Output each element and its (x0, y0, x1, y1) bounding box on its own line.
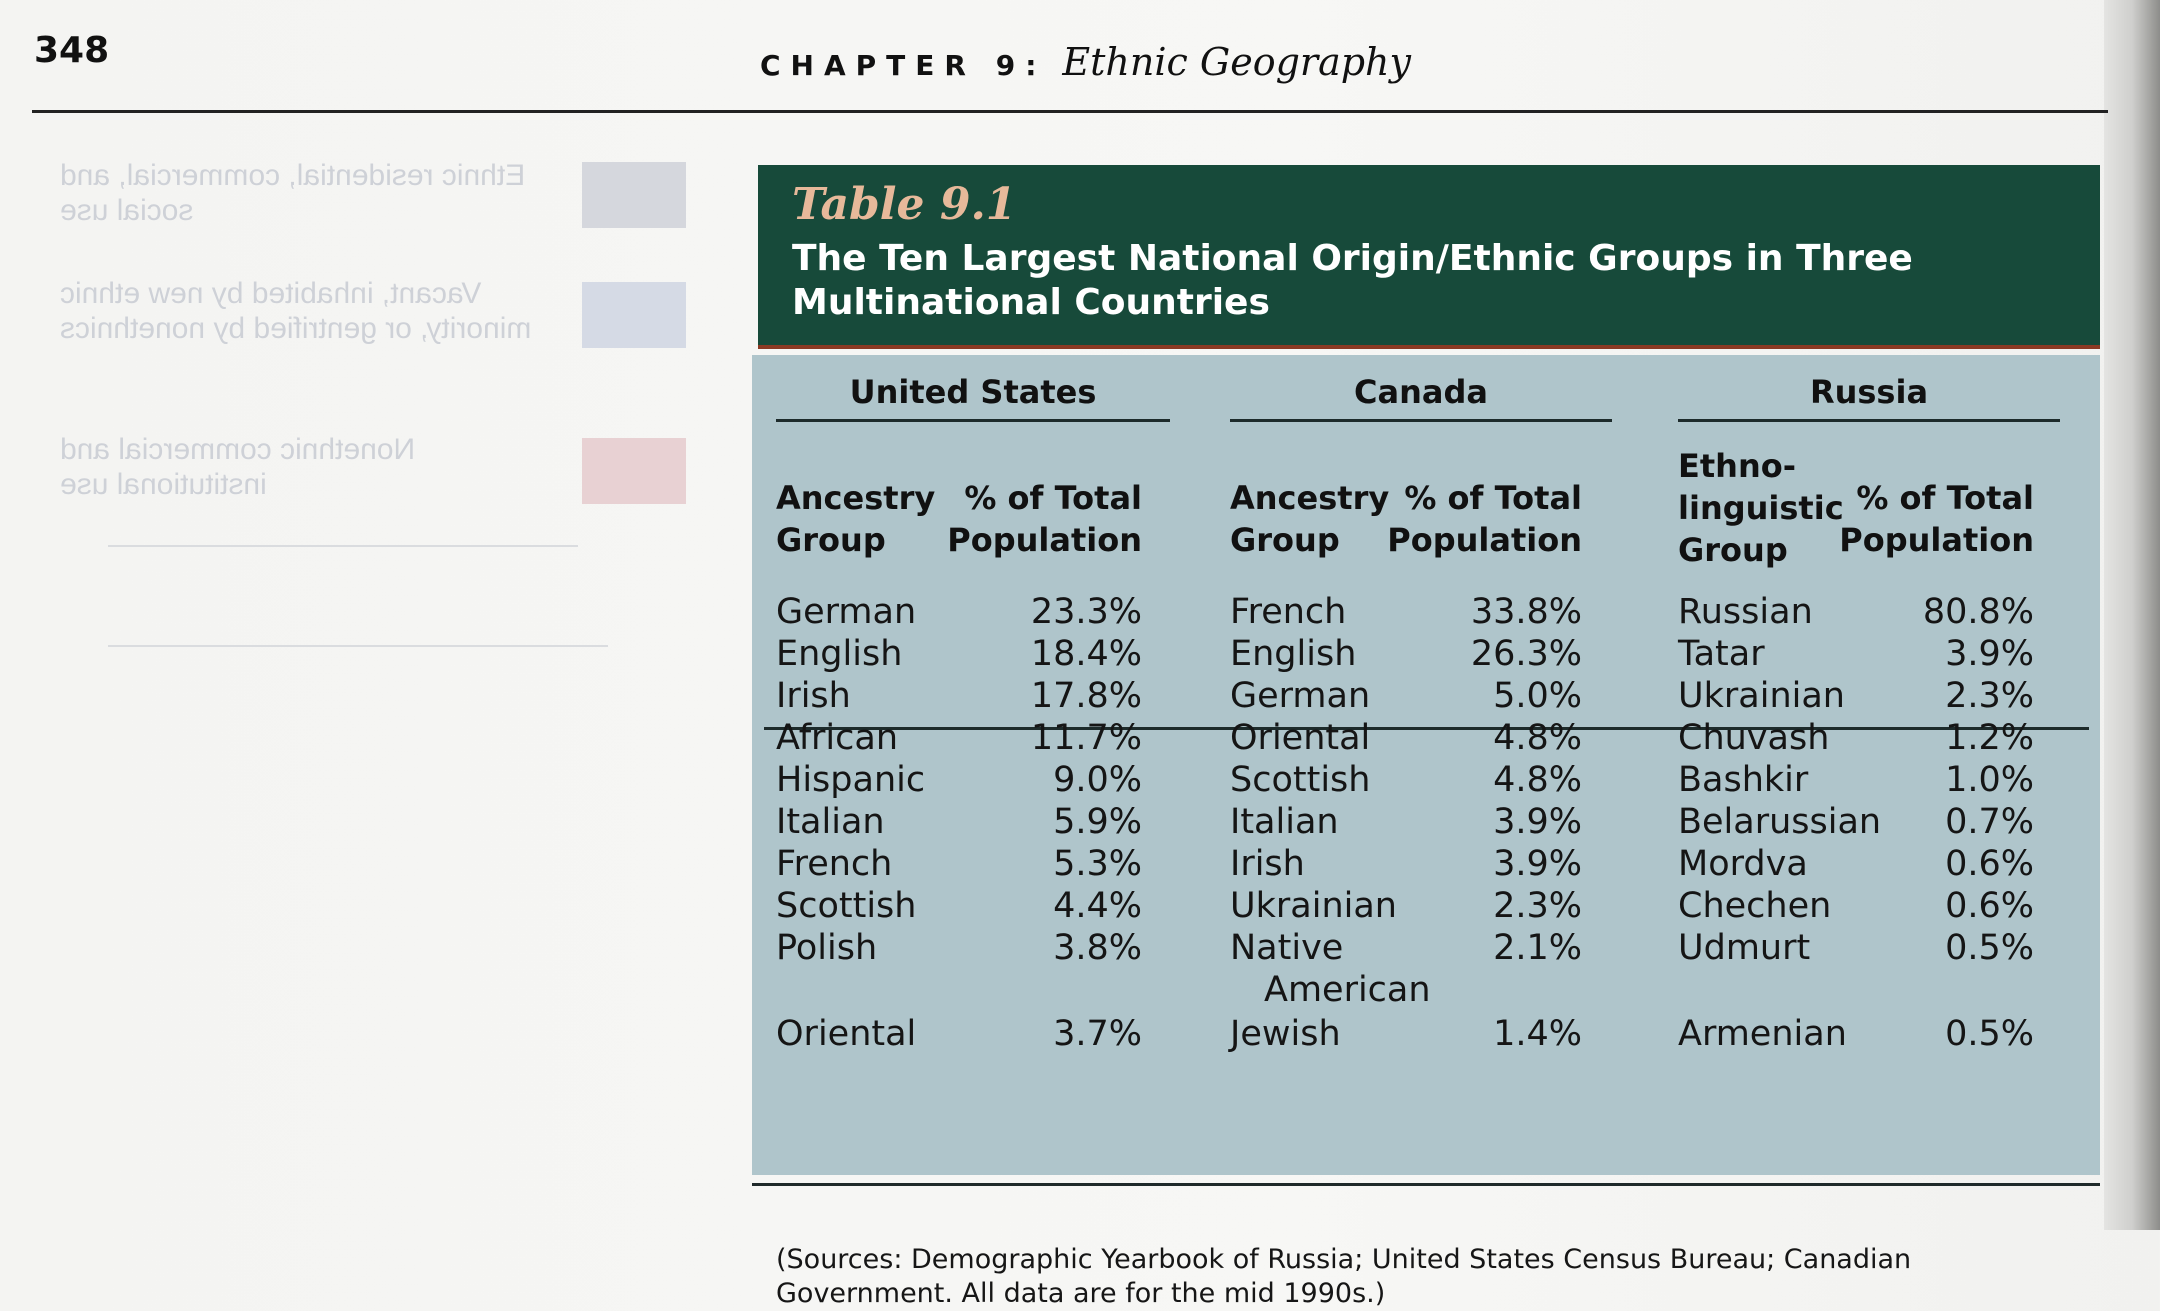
percent-cell-united-states: 3.8% (1053, 928, 1142, 968)
bleed-swatch-1 (582, 162, 686, 228)
percent-cell-canada: 33.8% (1470, 592, 1582, 632)
percent-cell-canada: 26.3% (1470, 634, 1582, 674)
percent-cell-russia: 0.5% (1945, 928, 2034, 968)
group-cell-russia: Mordva (1678, 844, 1808, 884)
group-cell-united-states: Hispanic (776, 760, 926, 800)
percent-cell-united-states: 17.8% (1030, 676, 1142, 716)
bleed-legend-1: Ethnic residential, commercial, and social use (60, 159, 526, 227)
table-title: The Ten Largest National Origin/Ethnic Groups in Three Multinational Countries (792, 238, 1913, 323)
group-cell-united-states: Polish (776, 928, 878, 968)
table-9-1 (752, 165, 2100, 1309)
chapter-label: CHAPTER 9: (760, 49, 1047, 82)
table-sources-note: (Sources: Demographic Yearbook of Russia; United States Census Bureau; Canadian Government. All data are for the mid 1990s.) (776, 1244, 1912, 1309)
group-cell-united-states: Italian (776, 802, 885, 842)
group-column-header: Ancestry Group (1230, 479, 1390, 559)
group-cell-united-states: Scottish (776, 886, 917, 926)
bleed-rule (108, 645, 608, 647)
group-cell-russia: Ukrainian (1678, 676, 1845, 716)
country-header-united-states: United States (776, 373, 1170, 422)
group-cell-russia: Udmurt (1678, 928, 1811, 968)
table-title-band (758, 165, 2100, 349)
group-cell-united-states: English (776, 634, 903, 674)
group-cell-russia: Russian (1678, 592, 1813, 632)
bleed-rule (108, 545, 578, 547)
percent-cell-united-states: 5.9% (1053, 802, 1142, 842)
group-cell-russia: Armenian (1678, 1014, 1847, 1054)
group-cell-canada: Irish (1230, 844, 1305, 884)
group-cell-canada: Ukrainian (1230, 886, 1397, 926)
group-cell-united-states: Oriental (776, 1014, 917, 1054)
percent-cell-russia: 2.3% (1945, 676, 2034, 716)
percent-cell-canada: 2.3% (1493, 886, 1582, 926)
percent-cell-canada: 1.4% (1493, 1014, 1582, 1054)
table-bottom-rule (752, 1183, 2100, 1186)
percent-cell-russia: 0.6% (1945, 844, 2034, 884)
group-cell-canada: Italian (1230, 802, 1339, 842)
bleed-swatch-2 (582, 282, 686, 348)
percent-cell-russia: 3.9% (1945, 634, 2034, 674)
group-cell-canada: German (1230, 676, 1371, 716)
group-cell-united-states: German (776, 592, 917, 632)
group-column-header: Ancestry Group (776, 479, 936, 559)
table-data-panel (752, 355, 2100, 1309)
percent-cell-united-states: 4.4% (1053, 886, 1142, 926)
group-cell-canada: French (1230, 592, 1347, 632)
percent-cell-united-states: 9.0% (1053, 760, 1142, 800)
percent-cell-canada: 3.9% (1493, 802, 1582, 842)
bleed-legend-2: Vacant, inhabited by new ethnic minority, or gentrified by nonethnics (60, 277, 532, 345)
percent-cell-russia: 0.6% (1945, 886, 2034, 926)
group-cell-united-states: Irish (776, 676, 851, 716)
percent-column-header: % of Total Population (1839, 479, 2034, 559)
group-cell-russia: Chuvash (1678, 718, 1830, 758)
page-edge-shadow (2104, 0, 2160, 1230)
percent-cell-canada: 2.1% (1493, 928, 1582, 968)
bleed-legend-3: Nonethnic commercial and institutional use (60, 433, 416, 501)
group-cell-canada: Jewish (1230, 1014, 1341, 1054)
percent-cell-russia: 0.5% (1945, 1014, 2034, 1054)
percent-cell-united-states: 23.3% (1030, 592, 1142, 632)
header-rule (32, 110, 2108, 113)
percent-cell-united-states: 11.7% (1030, 718, 1142, 758)
group-cell-canada: Oriental (1230, 718, 1371, 758)
percent-cell-united-states: 5.3% (1053, 844, 1142, 884)
group-cell-canada: Scottish (1230, 760, 1371, 800)
group-cell-united-states: African (776, 718, 899, 758)
percent-cell-canada: 4.8% (1493, 718, 1582, 758)
group-cell-canada: English (1230, 634, 1357, 674)
country-header-russia: Russia (1678, 373, 2060, 422)
percent-cell-canada: 4.8% (1493, 760, 1582, 800)
group-cell-canada: Native (1230, 928, 1344, 968)
group-cell-united-states: French (776, 844, 893, 884)
group-cell-russia: Belarussian (1678, 802, 1882, 842)
percent-column-header: % of Total Population (947, 479, 1142, 559)
bleed-swatch-3 (582, 438, 686, 504)
percent-column-header: % of Total Population (1387, 479, 1582, 559)
running-head (760, 40, 1411, 84)
percent-cell-canada: 3.9% (1493, 844, 1582, 884)
group-cell-russia: Bashkir (1678, 760, 1809, 800)
group-cell-canada-line2: American (1264, 970, 1431, 1010)
percent-cell-russia: 1.0% (1945, 760, 2034, 800)
percent-cell-russia: 1.2% (1945, 718, 2034, 758)
table-label: Table 9.1 (792, 179, 1017, 230)
country-header-canada: Canada (1230, 373, 1612, 422)
group-cell-russia: Chechen (1678, 886, 1832, 926)
percent-cell-united-states: 3.7% (1053, 1014, 1142, 1054)
group-cell-russia: Tatar (1678, 634, 1765, 674)
percent-cell-canada: 5.0% (1493, 676, 1582, 716)
percent-cell-united-states: 18.4% (1030, 634, 1142, 674)
percent-cell-russia: 80.8% (1922, 592, 2034, 632)
page-number: 348 (34, 30, 110, 71)
chapter-title: Ethnic Geography (1062, 40, 1411, 84)
group-column-header: Ethno- linguistic Group (1678, 447, 1844, 569)
percent-cell-russia: 0.7% (1945, 802, 2034, 842)
